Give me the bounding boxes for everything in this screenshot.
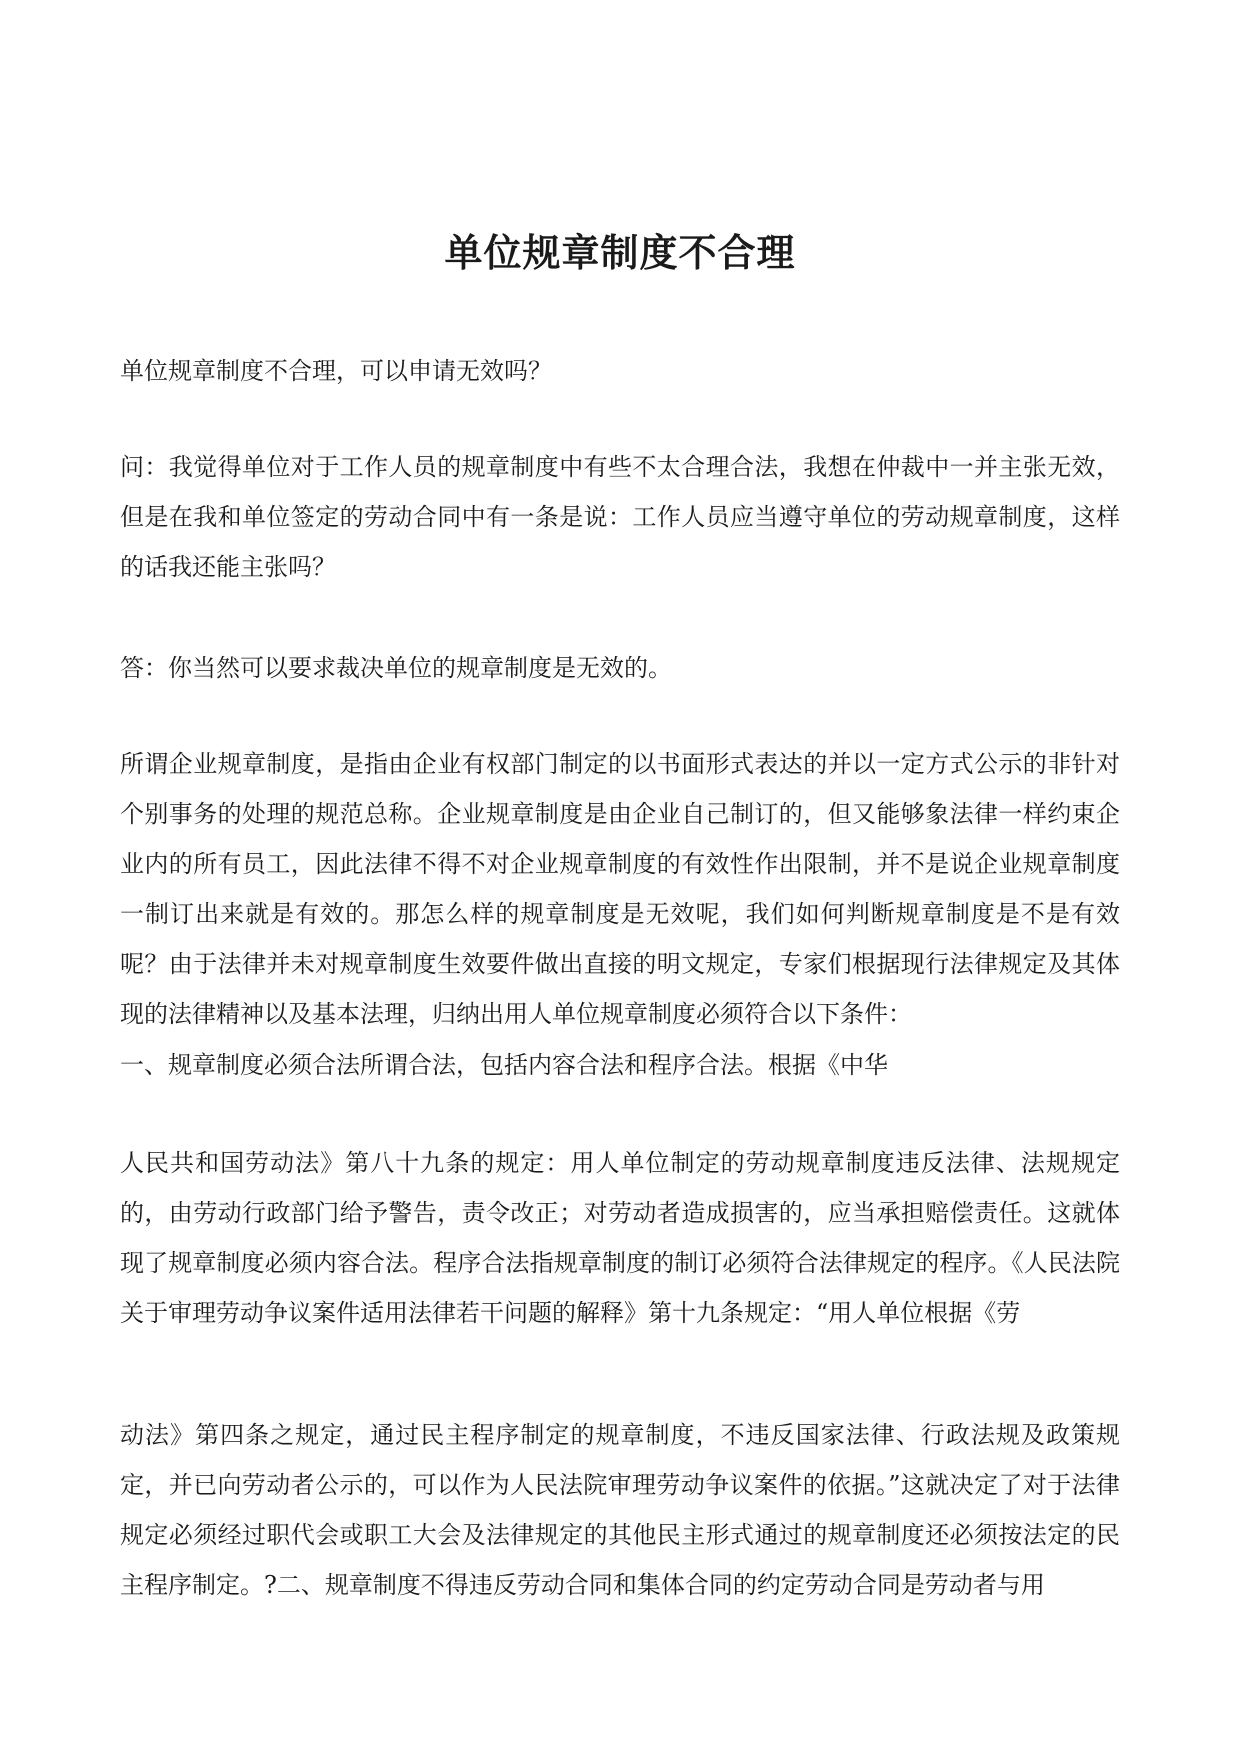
paragraph-answer: 答：你当然可以要求裁决单位的规章制度是无效的。 — [120, 654, 672, 682]
paragraph-definition: 所谓企业规章制度，是指由企业有权部门制定的以书面形式表达的并以一定方式公示的非针对个别事务的处理的规范总称。企业规章制度是由企业自己制订的，但又能够象法律一样约束企业内的所有员工，因此法律不得不对企业规章制度的有效性作出限制，并不是说企业规章制度一制订出来就是有效的。那怎么样的规章制度是无效呢，我们如何判断规章制度是不是有效呢？由于法律并未对规章制度生效要件做出直接的明文规定，专家们根据现行法律规定及其体现的法律精神以及基本法理，归纳出用人单位规章制度必须符合以下条件： — [120, 750, 1120, 1028]
paragraph-democratic-procedure: 动法》第四条之规定，通过民主程序制定的规章制度，不违反国家法律、行政法规及政策规定，并已向劳动者公示的，可以作为人民法院审理劳动争议案件的依据。”这就决定了对于法律规定必须经过职代会或职工大会及法律规定的其他民主形式通过的规章制度还必须按法定的民主程序制定。?二、规章制度不得违反劳动合同和集体合同的约定劳动合同是劳动者与用 — [120, 1421, 1120, 1599]
paragraph-question: 问：我觉得单位对于工作人员的规章制度中有些不太合理合法，我想在仲裁中一并主张无效，但是在我和单位签定的劳动合同中有一条是说：工作人员应当遵守单位的劳动规章制度，这样的话我还能主张吗？ — [120, 453, 1120, 581]
paragraph-labor-law: 人民共和国劳动法》第八十九条的规定：用人单位制定的劳动规章制度违反法律、法规规定的，由劳动行政部门给予警告，责令改正；对劳动者造成损害的，应当承担赔偿责任。这就体现了规章制度必须内容合法。程序合法指规章制度的制订必须符合法律规定的程序。《人民法院关于审理劳动争议案件适用法律若干问题的解释》第十九条规定：“用人单位根据《劳 — [120, 1149, 1120, 1327]
document-title: 单位规章制度不合理 — [444, 230, 796, 275]
paragraph-condition-one: 一、规章制度必须合法所谓合法，包括内容合法和程序合法。根据《中华 — [120, 1051, 888, 1079]
paragraph-question-heading: 单位规章制度不合理，可以申请无效吗？ — [120, 357, 552, 385]
